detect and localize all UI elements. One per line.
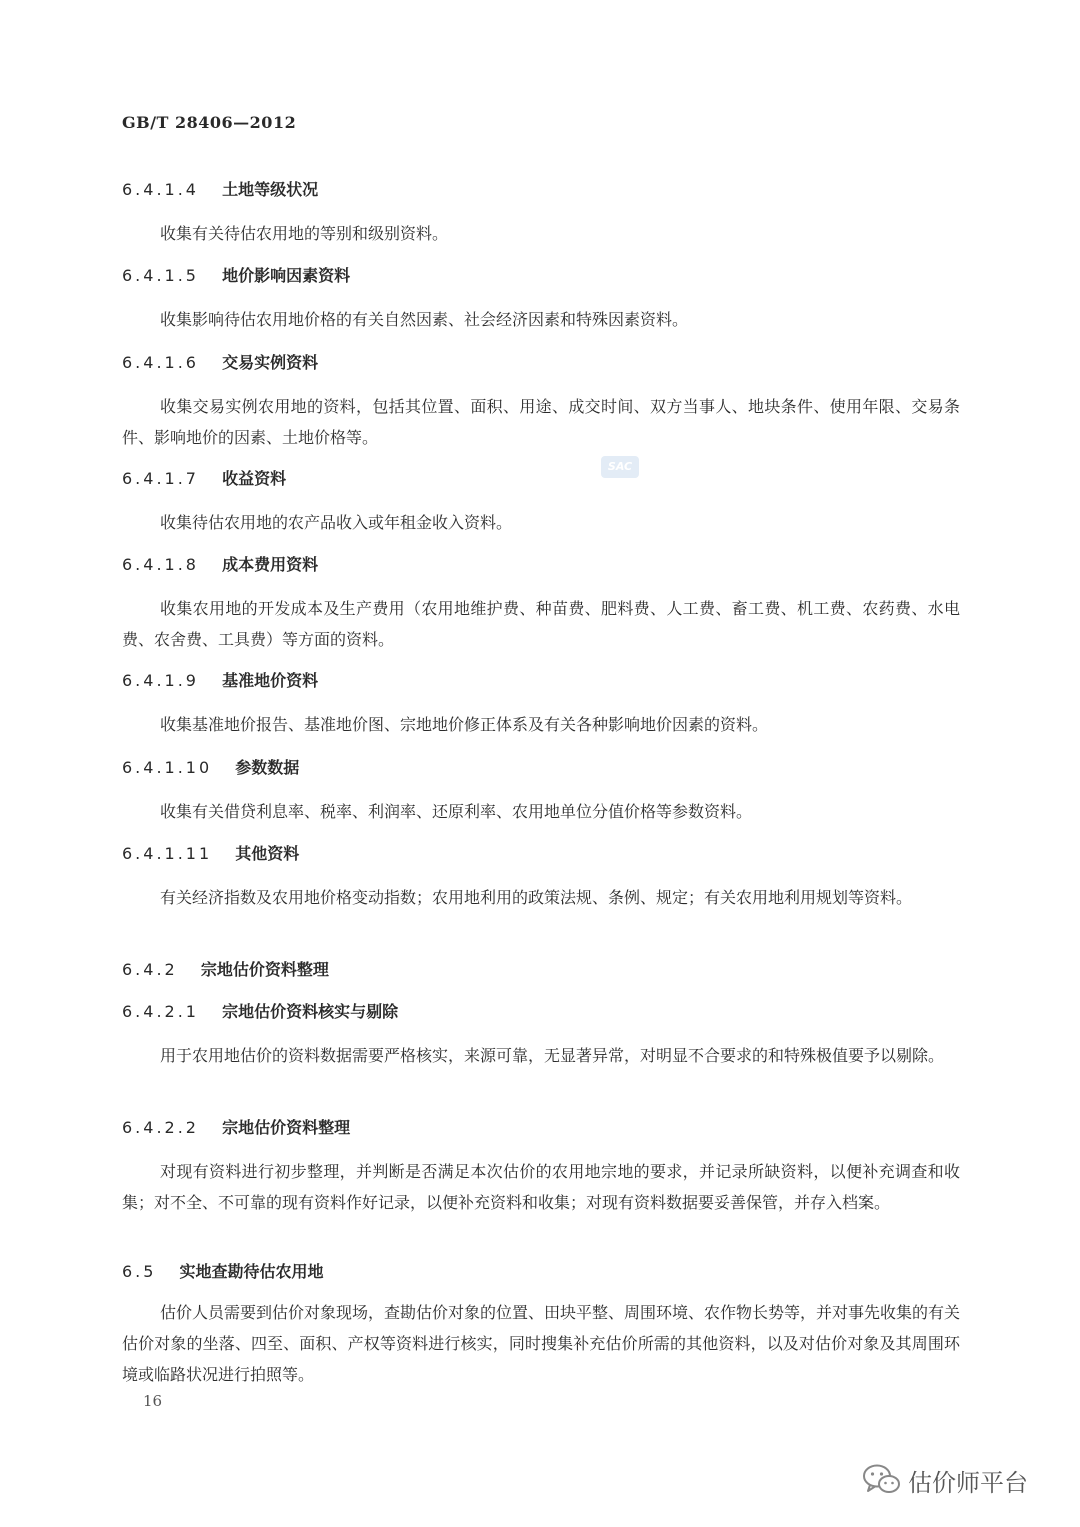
heading-number: 6.5 — [122, 1262, 157, 1281]
page-number: 16 — [143, 1392, 163, 1410]
paragraph: 收集基准地价报告、基准地价图、宗地地价修正体系及有关各种影响地价因素的资料。 — [160, 715, 769, 734]
heading-title: 地价影响因素资料 — [222, 266, 351, 285]
paragraph: 有关经济指数及农用地价格变动指数；农用地利用的政策法规、条例、规定；有关农用地利用规划等资料。 — [160, 888, 913, 907]
heading-number: 6.4.2.1 — [122, 1002, 199, 1021]
heading-number: 6.4.1.7 — [122, 469, 199, 488]
paragraph: 收集影响待估农用地价格的有关自然因素、社会经济因素和特殊因素资料。 — [160, 310, 689, 329]
heading-6-4-1-6 — [122, 351, 318, 375]
heading-number: 6.4.1.11 — [122, 844, 213, 863]
heading-6-4-1-10 — [122, 756, 299, 780]
heading-6-4-1-8 — [122, 553, 318, 577]
heading-number: 6.4.1.9 — [122, 671, 199, 690]
heading-number: 6.4.1.8 — [122, 555, 199, 574]
paragraph: 收集交易实例农用地的资料，包括其位置、面积、用途、成交时间、双方当事人、地块条件、使用年限、交易条件、影响地价的因素、土地价格等。 — [122, 397, 960, 447]
heading-6-4-1-9 — [122, 669, 318, 693]
paragraph: 对现有资料进行初步整理，并判断是否满足本次估价的农用地宗地的要求，并记录所缺资料，以便补充调查和收集；对不全、不可靠的现有资料作好记录，以便补充资料和收集；对现有资料数据要妥善保管，并存入档案。 — [122, 1162, 960, 1212]
heading-title: 土地等级状况 — [222, 180, 319, 199]
heading-number: 6.4.1.4 — [122, 180, 199, 199]
heading-title: 宗地估价资料整理 — [222, 1118, 351, 1137]
heading-title: 基准地价资料 — [222, 671, 319, 690]
paragraph: 收集待估农用地的农产品收入或年租金收入资料。 — [160, 513, 513, 532]
heading-6-4-1-5 — [122, 264, 350, 288]
faint-watermark-mark: SAC — [601, 456, 639, 478]
heading-6-4-2 — [122, 958, 329, 982]
heading-6-4-1-11 — [122, 842, 299, 866]
heading-title: 收益资料 — [222, 469, 287, 488]
paragraph: 估价人员需要到估价对象现场，查勘估价对象的位置、田块平整、周围环境、农作物长势等，并对事先收集的有关估价对象的坐落、四至、面积、产权等资料进行核实，同时搜集补充估价所需的其他资料，以及对估价对象及其周围环境或临路状况进行拍照等。 — [122, 1303, 961, 1384]
heading-number: 6.4.1.5 — [122, 266, 199, 285]
heading-number: 6.4.2 — [122, 960, 178, 979]
heading-title: 参数数据 — [235, 758, 300, 777]
heading-6-5 — [122, 1260, 324, 1284]
heading-title: 实地查勘待估农用地 — [179, 1262, 324, 1281]
heading-title: 其他资料 — [235, 844, 300, 863]
heading-number: 6.4.1.10 — [122, 758, 213, 777]
paragraph: 收集有关借贷利息率、税率、利润率、还原利率、农用地单位分值价格等参数资料。 — [160, 802, 753, 821]
heading-title: 宗地估价资料整理 — [200, 960, 329, 979]
heading-6-4-2-1 — [122, 1000, 398, 1024]
standard-code: GB/T 28406—2012 — [122, 113, 297, 132]
paragraph: 收集有关待估农用地的等别和级别资料。 — [160, 224, 449, 243]
heading-title: 交易实例资料 — [222, 353, 319, 372]
watermark-text: 估价师平台 — [908, 1468, 1028, 1497]
heading-number: 6.4.2.2 — [122, 1118, 199, 1137]
wechat-watermark — [862, 1460, 1028, 1500]
heading-title: 宗地估价资料核实与剔除 — [222, 1002, 399, 1021]
heading-number: 6.4.1.6 — [122, 353, 199, 372]
heading-6-4-2-2 — [122, 1116, 350, 1140]
wechat-icon — [862, 1463, 902, 1497]
heading-6-4-1-7 — [122, 467, 286, 491]
paragraph: 用于农用地估价的资料数据需要严格核实，来源可靠，无显著异常，对明显不合要求的和特殊极值要予以剔除。 — [160, 1046, 945, 1065]
paragraph: 收集农用地的开发成本及生产费用（农用地维护费、种苗费、肥料费、人工费、畜工费、机工费、农药费、水电费、农舍费、工具费）等方面的资料。 — [122, 599, 960, 649]
heading-6-4-1-4 — [122, 178, 318, 202]
heading-title: 成本费用资料 — [222, 555, 319, 574]
